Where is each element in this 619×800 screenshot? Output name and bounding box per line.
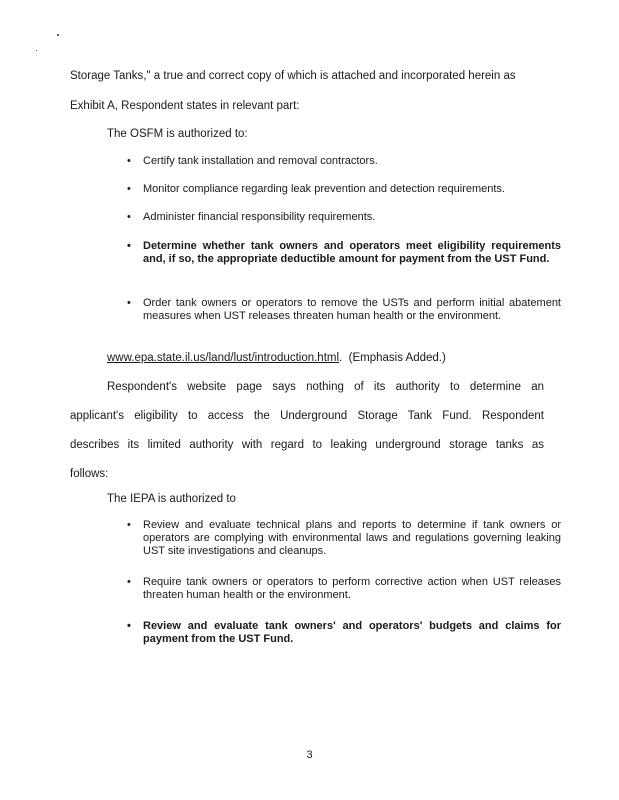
- bullet-icon: •: [127, 211, 131, 223]
- list-item: [125, 211, 561, 224]
- bullet-icon: •: [127, 155, 131, 167]
- list-item-text: Review and evaluate tank owners' and operators' budgets and claims for payment from the UST Fund.: [143, 620, 561, 645]
- bullet-icon: •: [127, 297, 131, 309]
- list-item: [125, 519, 561, 558]
- bullet-icon: •: [127, 519, 131, 531]
- paragraph-line: Exhibit A, Respondent states in relevant part:: [70, 100, 300, 112]
- paragraph-line: Storage Tanks," a true and correct copy of which is attached and incorporated herein as: [70, 70, 516, 82]
- list-item-text: Determine whether tank owners and operators meet eligibility requirements and, if so, the appropriate deductible amount for payment from the UST Fund.: [143, 240, 561, 265]
- scan-speck: [36, 50, 37, 51]
- citation-link[interactable]: www.epa.state.il.us/land/lust/introduction.html: [107, 352, 340, 364]
- paragraph-line: applicant's eligibility to access the Underground Storage Tank Fund. Respondent: [70, 410, 544, 422]
- list-item-text: Certify tank installation and removal contractors.: [143, 155, 378, 167]
- list-item-text: Require tank owners or operators to perform corrective action when UST releases threaten human health or the environment.: [143, 576, 561, 601]
- list-item-emphasized: [125, 240, 561, 266]
- list-item-text: Review and evaluate technical plans and reports to determine if tank owners or operators are complying with environmental laws and regulations governing leaking UST site investigations and cleanups.: [143, 519, 561, 557]
- list-item: [125, 155, 561, 168]
- osfm-intro: The OSFM is authorized to:: [107, 128, 248, 140]
- list-item-text: Order tank owners or operators to remove the USTs and perform initial abatement measures when UST releases threaten human health or the environment.: [143, 297, 561, 322]
- paragraph-line: describes its limited authority with regard to leaking underground storage tanks as: [70, 439, 544, 451]
- paragraph-line: Respondent's website page says nothing of its authority to determine an: [107, 381, 544, 393]
- emphasis-note: (Emphasis Added.): [348, 352, 446, 364]
- scan-speck: [57, 34, 59, 36]
- citation-line: [107, 351, 446, 365]
- page-number: 3: [306, 749, 313, 761]
- bullet-icon: •: [127, 183, 131, 195]
- paragraph-line: follows:: [70, 468, 109, 480]
- list-item: [125, 297, 561, 323]
- bullet-icon: •: [127, 576, 131, 588]
- bullet-icon: •: [127, 620, 131, 632]
- list-item: [125, 576, 561, 602]
- citation-period: .: [339, 352, 343, 364]
- list-item-emphasized: [125, 620, 561, 646]
- iepa-intro: The IEPA is authorized to: [107, 493, 236, 505]
- list-item: [125, 183, 561, 196]
- list-item-text: Monitor compliance regarding leak prevention and detection requirements.: [143, 183, 505, 195]
- list-item-text: Administer financial responsibility requirements.: [143, 211, 376, 223]
- bullet-icon: •: [127, 240, 131, 252]
